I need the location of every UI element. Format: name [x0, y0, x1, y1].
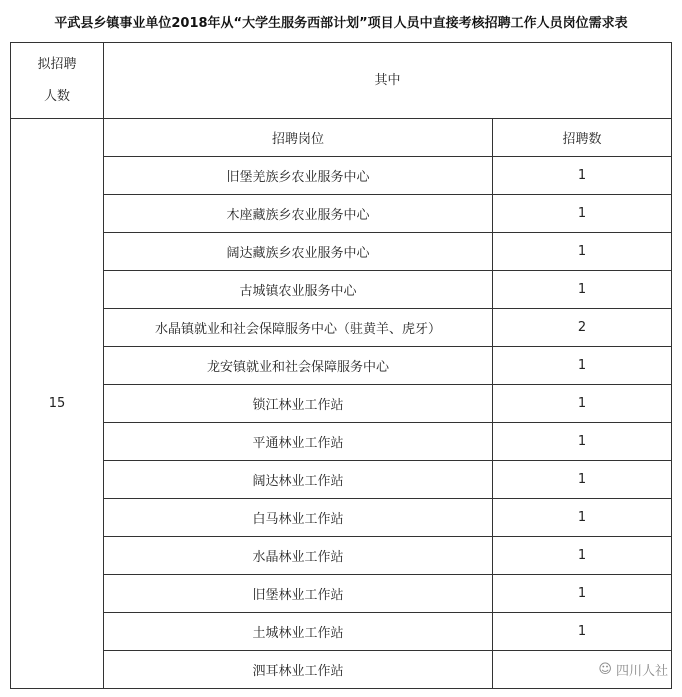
- wechat-icon: ☺: [598, 662, 612, 677]
- table-row: [11, 157, 672, 195]
- position-cell: 古城镇农业服务中心: [104, 271, 493, 309]
- table-row: [11, 271, 672, 309]
- table-row: [11, 537, 672, 575]
- count-cell: 1: [493, 233, 672, 271]
- watermark-text: 四川人社: [615, 664, 668, 679]
- table-row: [11, 499, 672, 537]
- table-row: [11, 309, 672, 347]
- planned-count-header: [11, 43, 104, 119]
- position-cell: 平通林业工作站: [104, 423, 493, 461]
- watermark: [598, 660, 668, 679]
- position-cell: 白马林业工作站: [104, 499, 493, 537]
- count-cell: 1: [493, 537, 672, 575]
- subheader-row: [11, 119, 672, 157]
- table-row: [11, 461, 672, 499]
- table-row: [11, 195, 672, 233]
- count-cell: 1: [493, 575, 672, 613]
- table-row: [11, 347, 672, 385]
- header-text: 拟招聘: [37, 56, 77, 72]
- position-cell: 旧堡羌族乡农业服务中心: [104, 157, 493, 195]
- position-header: 招聘岗位: [104, 119, 493, 157]
- position-cell: 锁江林业工作站: [104, 385, 493, 423]
- count-cell: 1: [493, 271, 672, 309]
- table-row: [11, 651, 672, 689]
- count-cell: 1: [493, 499, 672, 537]
- count-cell: 1: [493, 461, 672, 499]
- table-row: [11, 385, 672, 423]
- among-header: 其中: [104, 43, 672, 119]
- total-count: 15: [11, 119, 104, 689]
- position-cell: 阔达藏族乡农业服务中心: [104, 233, 493, 271]
- table-row: [11, 575, 672, 613]
- position-cell: 木座藏族乡农业服务中心: [104, 195, 493, 233]
- count-cell: 1: [493, 385, 672, 423]
- position-cell: 泗耳林业工作站: [104, 651, 493, 689]
- count-header: 招聘数: [493, 119, 672, 157]
- position-cell: 阔达林业工作站: [104, 461, 493, 499]
- header-text: 人数: [43, 88, 70, 104]
- position-cell: 水晶镇就业和社会保障服务中心（驻黄羊、虎牙）: [104, 309, 493, 347]
- header-row: [11, 43, 672, 119]
- count-cell: 1: [493, 347, 672, 385]
- table-row: [11, 423, 672, 461]
- position-cell: 土城林业工作站: [104, 613, 493, 651]
- position-cell: 龙安镇就业和社会保障服务中心: [104, 347, 493, 385]
- count-cell: 2: [493, 309, 672, 347]
- count-cell: 1: [493, 195, 672, 233]
- count-cell: 1: [493, 157, 672, 195]
- count-cell: 1: [493, 423, 672, 461]
- count-cell: 1: [493, 613, 672, 651]
- positions-table: [10, 42, 672, 689]
- position-cell: 旧堡林业工作站: [104, 575, 493, 613]
- table-row: [11, 233, 672, 271]
- position-cell: 水晶林业工作站: [104, 537, 493, 575]
- page-title: 平武县乡镇事业单位2018年从“大学生服务西部计划”项目人员中直接考核招聘工作人员岗位需求表: [54, 16, 628, 31]
- table-row: [11, 613, 672, 651]
